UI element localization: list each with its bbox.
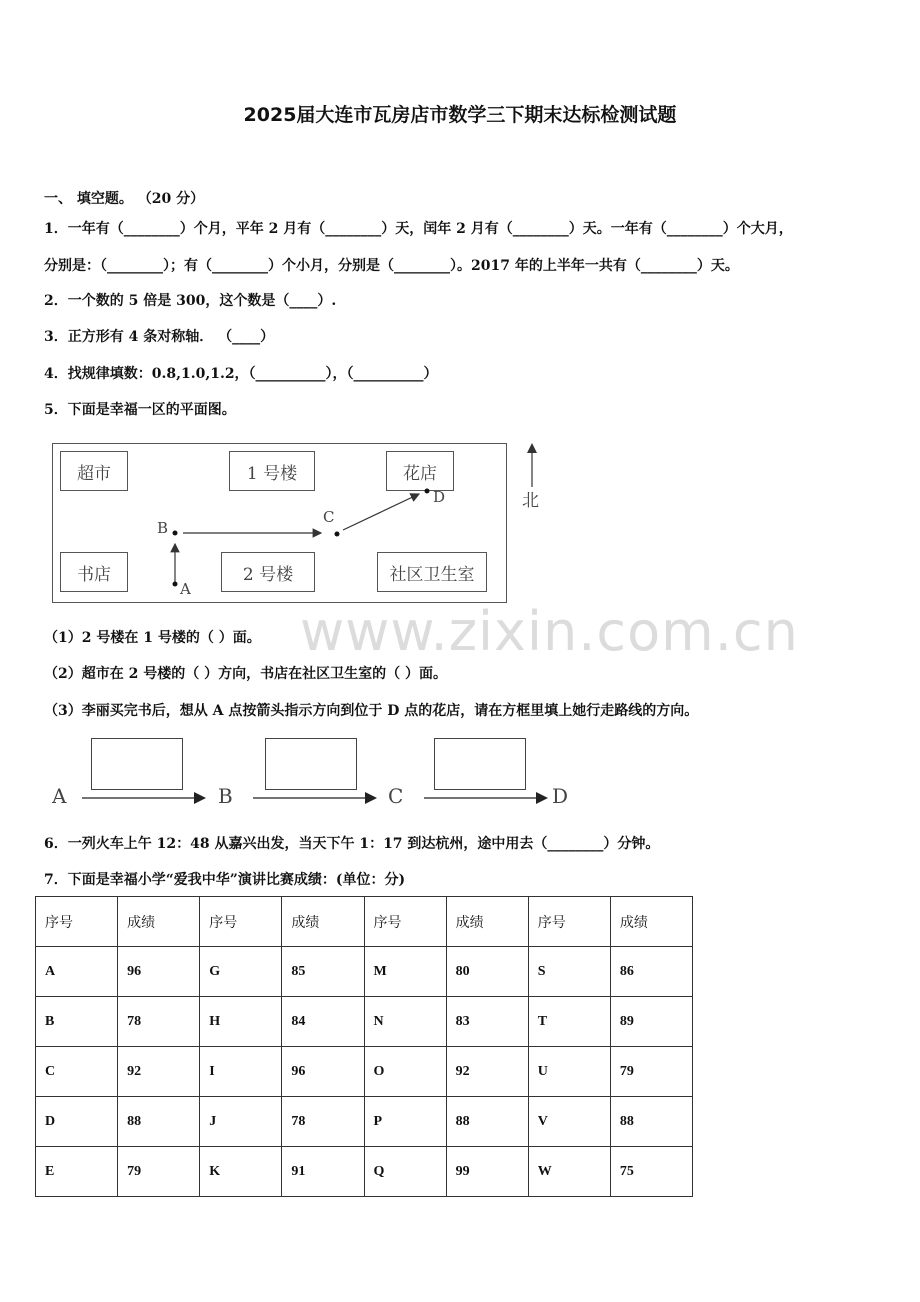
point-d-label: D [433, 488, 446, 506]
point-d-dot [425, 489, 430, 494]
table-cell: Q [364, 1147, 446, 1197]
table-header: 成绩 [282, 897, 364, 947]
table-header-row [36, 897, 693, 947]
table-cell: B [36, 997, 118, 1047]
table-cell: 92 [118, 1047, 200, 1097]
table-header: 序号 [528, 897, 610, 947]
building-clinic: 社区卫生室 [377, 552, 487, 592]
table-header: 序号 [200, 897, 282, 947]
building-bookstore: 书店 [60, 552, 128, 592]
route-arrows [80, 788, 560, 808]
watermark: www.zixin.com.cn [300, 600, 799, 663]
table-cell: U [528, 1047, 610, 1097]
table-cell: 96 [118, 947, 200, 997]
map-arrows [53, 444, 506, 602]
table-header: 序号 [364, 897, 446, 947]
table-cell: J [200, 1097, 282, 1147]
question-6: 6．一列火车上午 12：48 从嘉兴出发，当天下午 1：17 到达杭州，途中用去（________）分钟。 [44, 836, 660, 852]
table-cell: 83 [446, 997, 528, 1047]
table-header: 成绩 [118, 897, 200, 947]
building-flower-shop: 花店 [386, 451, 454, 491]
answer-box-c-to-d[interactable] [434, 738, 526, 790]
table-cell: 92 [446, 1047, 528, 1097]
table-cell: I [200, 1047, 282, 1097]
section-heading: 一、 填空题。 （20 分） [44, 191, 205, 207]
question-5-3: （3）李丽买完书后，想从 A 点按箭头指示方向到位于 D 点的花店，请在方框里填上她行走路线的方向。 [44, 703, 699, 719]
table-cell: C [36, 1047, 118, 1097]
table-header: 序号 [36, 897, 118, 947]
table-cell: G [200, 947, 282, 997]
table-cell: 96 [282, 1047, 364, 1097]
answer-box-b-to-c[interactable] [265, 738, 357, 790]
table-cell: A [36, 947, 118, 997]
question-5-2: （2）超市在 2 号楼的（ ）方向，书店在社区卫生室的（ ）面。 [44, 666, 447, 682]
table-cell: T [528, 997, 610, 1047]
table-cell: K [200, 1147, 282, 1197]
table-cell: 88 [610, 1097, 692, 1147]
point-b-dot [173, 531, 178, 536]
building-1: 1 号楼 [229, 451, 315, 491]
table-cell: O [364, 1047, 446, 1097]
table-cell: 99 [446, 1147, 528, 1197]
table-cell: 79 [118, 1147, 200, 1197]
table-cell: H [200, 997, 282, 1047]
point-c-dot [335, 532, 340, 537]
community-map [52, 443, 507, 603]
point-b-label: B [157, 519, 169, 537]
table-row [36, 947, 693, 997]
table-cell: 78 [118, 997, 200, 1047]
question-7: 7．下面是幸福小学“爱我中华”演讲比赛成绩：(单位：分) [44, 872, 406, 888]
question-1-line-1: 1．一年有（________）个月，平年 2 月有（________）天，闰年 2 月有（________）天。一年有（________）个大月， [44, 221, 793, 237]
arrow-c-to-d [343, 494, 419, 530]
question-1-line-2: 分别是：（________）；有（________）个小月，分别是（________）。2017 年的上半年一共有（________）天。 [44, 258, 739, 274]
point-c-label: C [323, 508, 335, 526]
building-2: 2 号楼 [221, 552, 315, 592]
question-3: 3．正方形有 4 条对称轴． （____） [44, 329, 275, 345]
table-cell: 91 [282, 1147, 364, 1197]
table-header: 成绩 [446, 897, 528, 947]
north-arrow-icon [524, 443, 540, 487]
table-row [36, 1097, 693, 1147]
table-cell: S [528, 947, 610, 997]
table-cell: E [36, 1147, 118, 1197]
point-a-dot [173, 582, 178, 587]
table-row [36, 1147, 693, 1197]
table-row [36, 997, 693, 1047]
table-cell: 84 [282, 997, 364, 1047]
table-cell: 88 [446, 1097, 528, 1147]
table-cell: 80 [446, 947, 528, 997]
page-title: 2025届大连市瓦房店市数学三下期末达标检测试题 [243, 104, 677, 126]
point-a-label: A [180, 580, 191, 598]
table-cell: 79 [610, 1047, 692, 1097]
route-label-a: A [52, 784, 67, 808]
north-label: 北 [522, 491, 539, 511]
table-cell: 75 [610, 1147, 692, 1197]
table-cell: 85 [282, 947, 364, 997]
table-cell: 86 [610, 947, 692, 997]
table-cell: D [36, 1097, 118, 1147]
question-5-1: （1）2 号楼在 1 号楼的（ ）面。 [44, 630, 261, 646]
route-label-b: B [218, 784, 233, 808]
table-header: 成绩 [610, 897, 692, 947]
route-label-d: D [552, 784, 569, 808]
score-table [35, 896, 693, 1197]
question-4: 4．找规律填数：0.8,1.0,1.2，（__________），（__________） [44, 366, 438, 382]
answer-box-a-to-b[interactable] [91, 738, 183, 790]
building-supermarket: 超市 [60, 451, 128, 491]
table-cell: 78 [282, 1097, 364, 1147]
table-row [36, 1047, 693, 1097]
table-cell: 89 [610, 997, 692, 1047]
table-cell: 88 [118, 1097, 200, 1147]
table-cell: V [528, 1097, 610, 1147]
table-cell: N [364, 997, 446, 1047]
table-cell: M [364, 947, 446, 997]
table-cell: P [364, 1097, 446, 1147]
question-5: 5．下面是幸福一区的平面图。 [44, 402, 236, 418]
question-2: 2．一个数的 5 倍是 300，这个数是（____）. [44, 293, 337, 309]
table-cell: W [528, 1147, 610, 1197]
route-label-c: C [388, 784, 404, 808]
